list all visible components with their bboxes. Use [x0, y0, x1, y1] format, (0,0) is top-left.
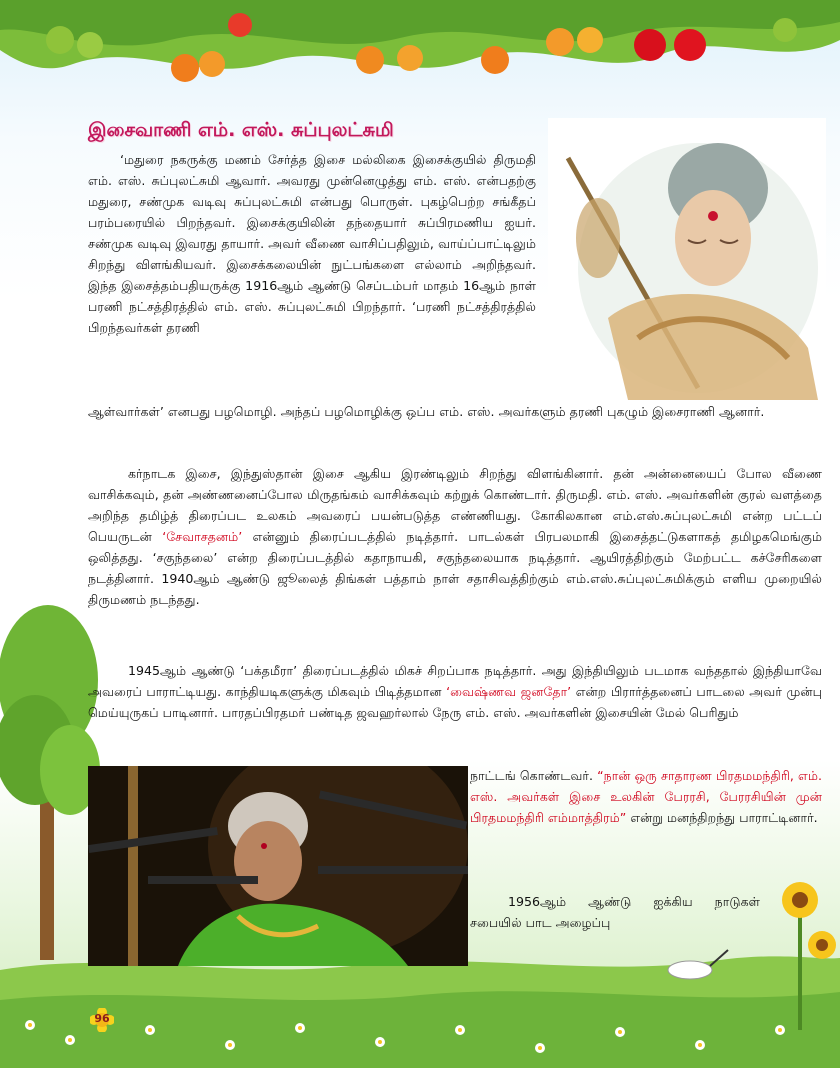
paragraph-un	[470, 891, 760, 933]
paragraph-text: கர்நாடக இசை, இந்துஸ்தான் இசை ஆகிய இரண்டிலும் சிறந்து விளங்கினார். தன் அன்னையைப் போல வீணை வாசிக்கவும், தன் அண்ணனைப்போல மிருதங்கம் வாசிக்கவும் கற்றுக் கொண்டார். திருமதி. எம். எஸ். அவர்களின் குரல் வளத்தை அறிந்த தமிழ்த் திரைப்பட உலகம் அவரைப் பயன்படுத்த எண்ணியது. கோகிலகான எம்.எஸ்.சுப்புலட்சுமி என்ற பட்டப் பெயருடன்	[88, 466, 822, 544]
paragraph-text: என்ற பிரார்த்தனைப் பாடலை அவர் முன்பு மெய்யுருகப் பாடினார். பாரதப்பிரதமர் பண்டித ஜவஹர்லால் நேரு எம். எஸ். அவர்களின் இசையின் மேல் பெரிதும்	[88, 684, 823, 720]
fruit-tree-banner	[0, 0, 840, 120]
paragraph-text: நாட்டங் கொண்டவர்.	[470, 768, 593, 783]
paragraph-text: என்று மனந்திறந்து பாராட்டினார்.	[630, 810, 818, 825]
nehru-quote	[470, 765, 822, 828]
sunflower-illustration	[760, 870, 840, 1030]
quote-highlight: “நான் ஒரு சாதாரண பிரதமமந்திரி, எம். எஸ். அவர்கள் இசை உலகின் பேரரசி, பேரரசியின் முன் பிரதமமந்திரி எம்மாத்திரம்”	[470, 768, 822, 825]
page-number-text: 96	[94, 1012, 110, 1025]
paragraph-career	[88, 463, 822, 610]
page-number	[90, 1008, 114, 1032]
paragraph-intro-continued	[88, 401, 822, 422]
film-title-highlight: ‘சேவாசதனம்’	[162, 529, 243, 544]
article-title: இசைவாணி எம். எஸ். சுப்புலட்சுமி	[88, 119, 394, 141]
portrait-illustration	[548, 118, 826, 400]
paragraph-text: என்னும் திரைப்படத்தில் நடித்தார். பாடல்கள் பிரபலமாகி இசைத்தட்டுகளாகத் தமிழகமெங்கும் ஒலித்தது. ‘சகுந்தலை’ என்ற திரைப்படத்தில் கதாநாயகி, சகுந்தலையாக நடித்தார். ஆயிரத்திற்கும் மேற்பட்ட கச்சேரிகளை நடத்தினார். 1940ஆம் ஆண்டு ஜூலைத் திங்கள் பத்தாம் நாள் சதாசிவத்திற்கும் எம்.எஸ்.சுப்புலட்சுமிக்கும் எளிய முறையில் திருமணம் நடந்தது.	[88, 529, 822, 607]
paragraph-meera	[88, 660, 822, 723]
paragraph-text: ‘மதுரை நகருக்கு மணம் சேர்த்த இசை மல்லிகை இசைக்குயில் திருமதி எம். எஸ். சுப்புலட்சுமி ஆவார். அவரது முன்னெழுத்து எம். எஸ். என்பதற்கு மதுரை, சண்முக வடிவு சுப்புலட்சுமி என்பது பொருள். புகழ்பெற்ற சங்கீதப் பரம்பரையில் பிறந்தவர். இசைக்குயிலின் தந்தையார் சுப்பிரமணிய ஐயர். சண்முக வடிவு இவரது தாயார். அவர் வீணை வாசிப்பதிலும், வாய்ப்பாட்டிலும் சிறந்து விளங்கியவர். இசைக்கலையின் நுட்பங்களை எல்லாம் அறிந்தவர். இந்த இசைத்தம்பதியருக்கு 1916ஆம் ஆண்டு செப்டம்பர் மாதம் 16ஆம் நாள் பரணி நட்சத்திரத்தில் எம். எஸ். சுப்புலட்சுமி பிறந்தார். ‘பரணி நட்சத்திரத்தில் பிறந்தவர்கள் தரணி	[88, 152, 536, 335]
paragraph-intro	[88, 149, 536, 338]
paragraph-text: ஆள்வார்கள்’ எனபது பழமொழி. அந்தப் பழமொழிக்கு ஒப்ப எம். எஸ். அவர்களும் தரணி புகழும் இசைராணி ஆனார்.	[88, 404, 765, 419]
paragraph-text: 1956ஆம் ஆண்டு ஐக்கிய நாடுகள் சபையில் பாட அழைப்பு	[470, 894, 760, 930]
song-title-highlight: ‘வைஷ்ணவ ஜனதோ’	[446, 684, 572, 699]
paragraph-text: 1945ஆம் ஆண்டு ‘பக்தமீரா’ திரைப்படத்தில் மிகச் சிறப்பாக நடித்தார். அது இந்தியிலும் படமாக வந்ததால் இந்தியாவே அவரைப் பாராட்டியது. காந்தியடிகளுக்கு மிகவும் பிடித்தமான	[88, 663, 822, 699]
concert-photo	[88, 766, 468, 966]
